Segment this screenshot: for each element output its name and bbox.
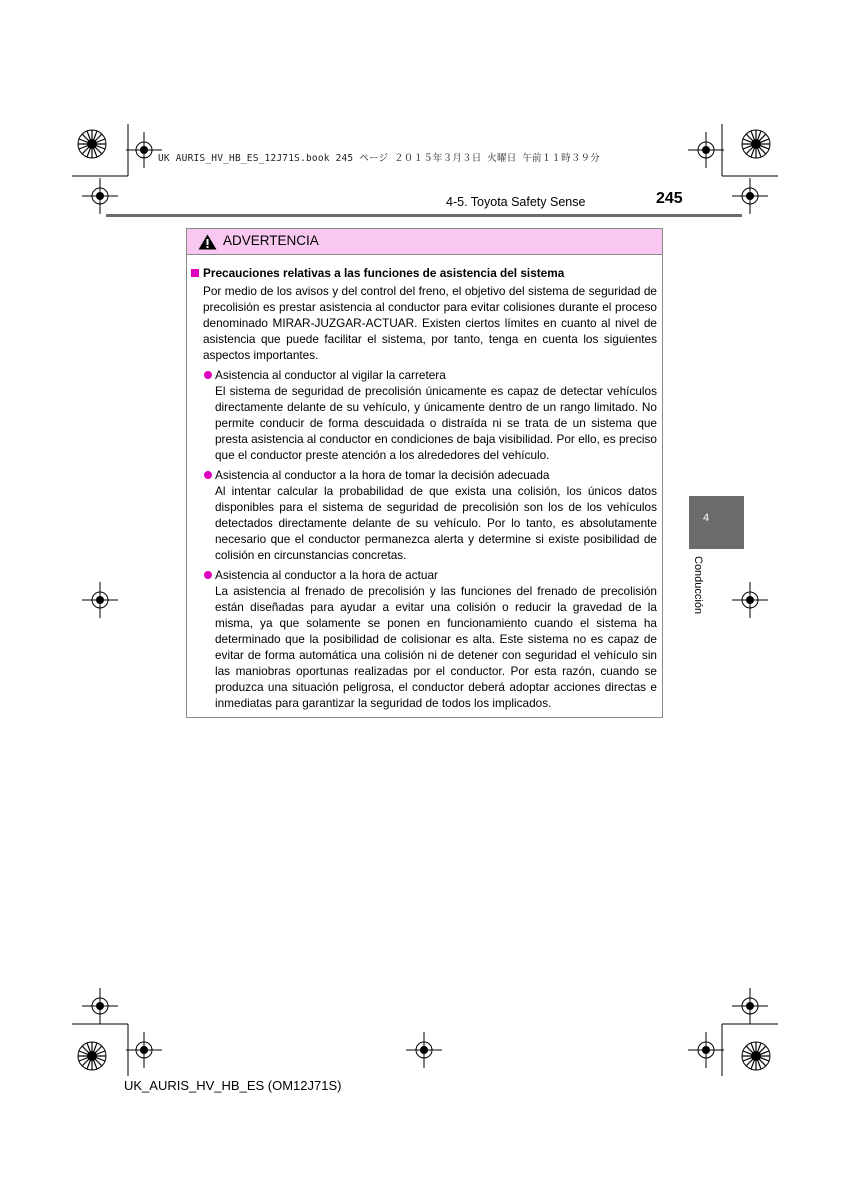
- chapter-label: [694, 556, 714, 636]
- list-item-title: Asistencia al conductor a la hora de tomar la decisión adecuada: [215, 468, 550, 482]
- page-number: 245: [656, 190, 683, 207]
- list-item-title: Asistencia al conductor a la hora de actuar: [215, 568, 438, 582]
- warning-box: [186, 228, 663, 718]
- warning-title: ADVERTENCIA: [223, 233, 319, 248]
- chapter-label-text: Conducción: [692, 556, 704, 615]
- warning-intro: Por medio de los avisos y del control del freno, el objetivo del sistema de seguridad de precolisión es prestar asistencia al conductor para evitar colisiones durante el proceso denominado MIRAR-JUZGAR-ACTUAR. Existen ciertos límites en cuanto al nivel de asistencia que puede facilitar el sistema, por tanto, tenga en cuenta los siguientes aspectos importantes.: [203, 284, 657, 362]
- warning-triangle-icon: [198, 234, 217, 250]
- list-item: [203, 367, 657, 463]
- warning-body: [191, 265, 657, 711]
- circle-bullet-icon: [204, 571, 212, 579]
- section-title: 4-5. Toyota Safety Sense: [446, 195, 586, 209]
- printer-slug: UK AURIS_HV_HB_ES_12J71S.book 245 ページ ２０１５年３月３日 火曜日 午前１１時３９分: [158, 153, 600, 164]
- warning-subheading: [191, 265, 657, 281]
- header-rule: [106, 214, 742, 217]
- circle-bullet-icon: [204, 371, 212, 379]
- warning-subheading-text: Precauciones relativas a las funciones de asistencia del sistema: [203, 266, 565, 280]
- list-item-text: Al intentar calcular la probabilidad de que exista una colisión, los únicos datos disponibles para el sistema de seguridad de precolisión son los de los vehículos detectados directamente delante de su vehículo. Por lo tanto, es absolutamente necesario que el conductor permanezca alerta y determine si existe posibilidad de colisión en circunstancias concretas.: [215, 484, 657, 562]
- square-bullet-icon: [191, 269, 199, 277]
- circle-bullet-icon: [204, 471, 212, 479]
- chapter-tab: [689, 496, 744, 549]
- footer-document-id: UK_AURIS_HV_HB_ES (OM12J71S): [124, 1078, 342, 1093]
- warning-header: [187, 229, 662, 255]
- list-item: [203, 567, 657, 711]
- list-item-title: Asistencia al conductor al vigilar la carretera: [215, 368, 446, 382]
- list-item-text: El sistema de seguridad de precolisión únicamente es capaz de detectar vehículos directamente delante de su vehículo, y únicamente dentro de un rango limitado. No permite conducir de forma descuidada o distraída ni se trata de un sistema que presta asistencia al conductor en condiciones de baja visibilidad. Por ello, es preciso que el conductor preste atención a los alrededores del vehículo.: [215, 384, 657, 462]
- list-item-text: La asistencia al frenado de precolisión y las funciones del frenado de precolisión están diseñadas para ayudar a evitar una colisión o reducir la gravedad de la misma, ya que solamente se ponen en funcionamiento cuando el sistema ha determinado que la posibilidad de colisionar es alta. Este sistema no es capaz de evitar de forma automática una colisión ni de detener con seguridad el vehículo sin las maniobras oportunas realizadas por el conductor. Por esta razón, cuando se produzca una situación peligrosa, el conductor deberá adoptar acciones directas e inmediatas para garantizar la seguridad de todos los implicados.: [215, 584, 657, 710]
- chapter-number: 4: [703, 512, 710, 524]
- list-item: [203, 467, 657, 563]
